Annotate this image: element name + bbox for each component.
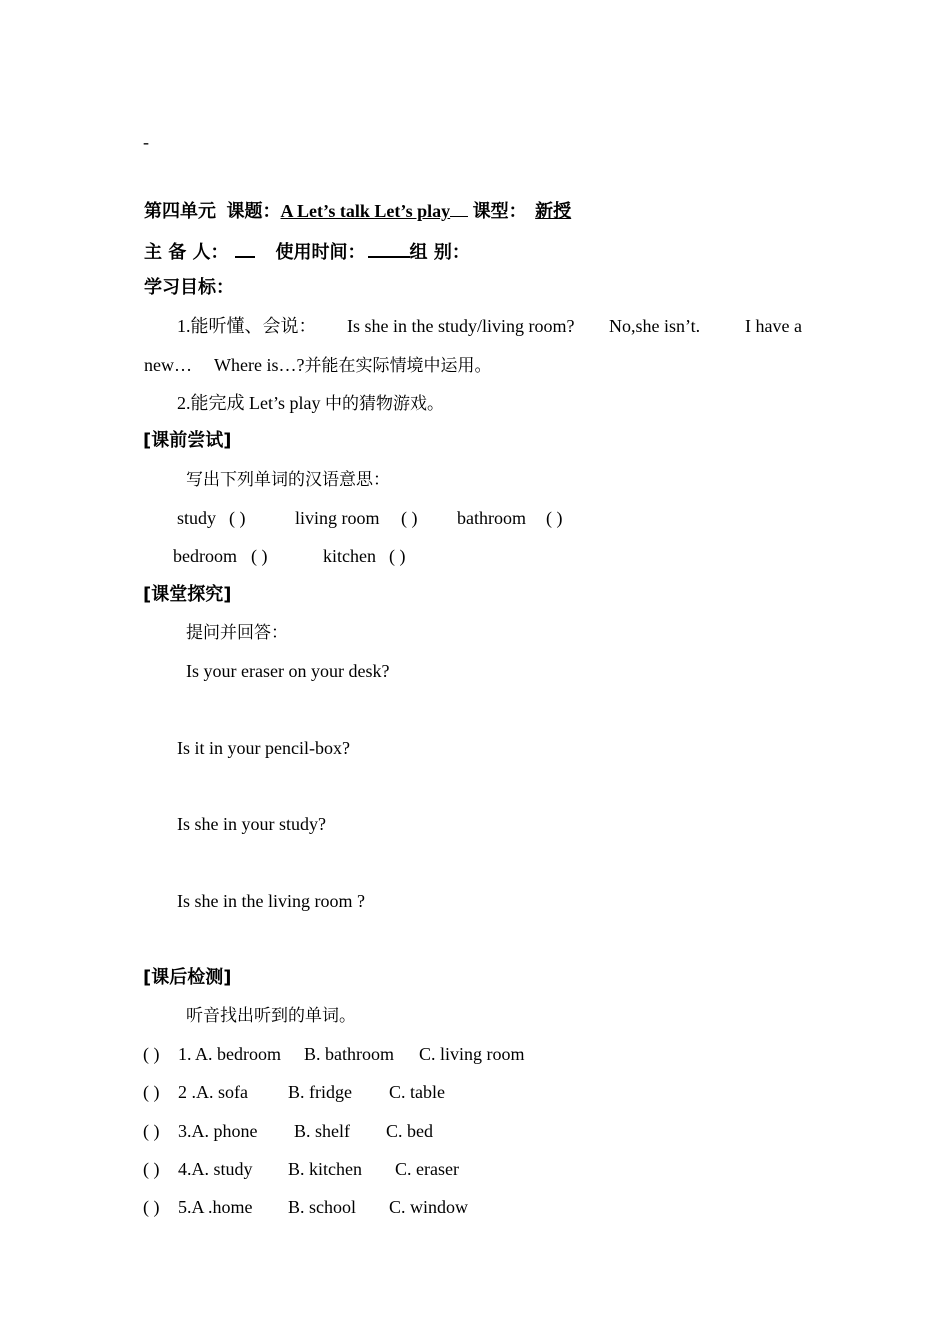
vocab-blank: ( ) (401, 508, 418, 528)
answer-bracket: ( ) (143, 1197, 160, 1217)
vocab-blank: ( ) (251, 546, 268, 566)
group-label: 组 别： (409, 242, 470, 263)
objective-2-suffix: 中的猜物游戏。 (324, 394, 444, 414)
type-value: 新授 (535, 201, 572, 222)
objective-item-2 (177, 391, 444, 416)
objective-1-q3: I have a (745, 316, 802, 336)
post-class-instruction: 听音找出听到的单词。 (186, 1006, 356, 1026)
topic-label: 课题： (226, 201, 281, 222)
vocab-row-2 (0, 544, 950, 568)
pre-class-heading: [课前尝试] (143, 430, 232, 451)
option-c: C. table (389, 1082, 445, 1102)
in-class-instruction: 提问并回答： (186, 623, 288, 643)
option-a: 4.A. study (178, 1159, 253, 1179)
option-c: C. window (389, 1197, 469, 1217)
answer-bracket: ( ) (143, 1121, 160, 1141)
vocab-word: living room (295, 508, 380, 528)
vocab-row-1 (0, 506, 950, 530)
question: Is it in your pencil-box? (177, 738, 350, 758)
topic-value: A Let’s talk Let’s play (280, 201, 451, 221)
quiz-item (0, 1042, 950, 1066)
in-class-heading: [课堂探究] (143, 584, 232, 605)
objective-2-en: Let’s play (249, 393, 321, 413)
post-class-heading: [课后检测] (143, 967, 232, 988)
objective-1-cont-cn: 并能在实际情境中运用。 (304, 356, 492, 376)
quiz-item (0, 1157, 950, 1181)
header-topic-line (144, 199, 571, 224)
vocab-blank: ( ) (389, 546, 406, 566)
question: Is she in your study? (177, 814, 326, 834)
vocab-blank: ( ) (229, 508, 246, 528)
option-c: C. bed (386, 1121, 433, 1141)
objective-1-prefix: 1.能听懂、会说： (177, 316, 317, 336)
option-c: C. living room (419, 1044, 525, 1064)
time-blank (368, 238, 410, 258)
answer-bracket: ( ) (143, 1159, 160, 1179)
option-c: C. eraser (395, 1159, 459, 1179)
option-a: 1. A. bedroom (178, 1044, 281, 1064)
unit-label: 第四单元 (144, 201, 216, 222)
vocab-word: bathroom (457, 508, 526, 528)
answer-bracket: ( ) (143, 1044, 160, 1064)
vocab-word: bedroom (173, 546, 237, 566)
time-label: 使用时间： (275, 242, 366, 263)
type-label: 课型： (472, 201, 527, 222)
quiz-item (0, 1080, 950, 1104)
objective-1-q2: No,she isn’t. (609, 316, 701, 336)
pre-class-instruction: 写出下列单词的汉语意思： (186, 470, 390, 490)
question: Is your eraser on your desk? (186, 661, 390, 681)
option-b: B. fridge (288, 1082, 352, 1102)
objective-1-cont-en1: new… (144, 355, 192, 375)
answer-bracket: ( ) (143, 1082, 160, 1102)
option-a: 2 .A. sofa (178, 1082, 248, 1102)
question: Is she in the living room ? (177, 891, 365, 911)
preparer-label: 主 备 人： (144, 242, 229, 263)
objective-item-1-continued (0, 353, 950, 377)
page-mark: - (143, 132, 149, 152)
topic-underline-blank (450, 200, 468, 217)
vocab-word: kitchen (323, 546, 376, 566)
quiz-item (0, 1119, 950, 1143)
objective-2-prefix: 2.能完成 (177, 393, 245, 413)
objectives-heading: 学习目标： (144, 277, 234, 298)
preparer-blank (235, 238, 255, 258)
option-b: B. kitchen (288, 1159, 362, 1179)
vocab-blank: ( ) (546, 508, 563, 528)
option-b: B. shelf (294, 1121, 350, 1141)
option-b: B. school (288, 1197, 357, 1217)
header-preparer-line (144, 238, 470, 265)
objective-1-cont-en2: Where is…? (214, 355, 305, 375)
option-b: B. bathroom (304, 1044, 394, 1064)
option-a: 5.A .home (178, 1197, 253, 1217)
option-a: 3.A. phone (178, 1121, 258, 1141)
quiz-item (0, 1195, 950, 1219)
vocab-word: study (177, 508, 217, 528)
objective-item-1 (0, 314, 950, 338)
objective-1-q1: Is she in the study/living room? (347, 316, 575, 336)
